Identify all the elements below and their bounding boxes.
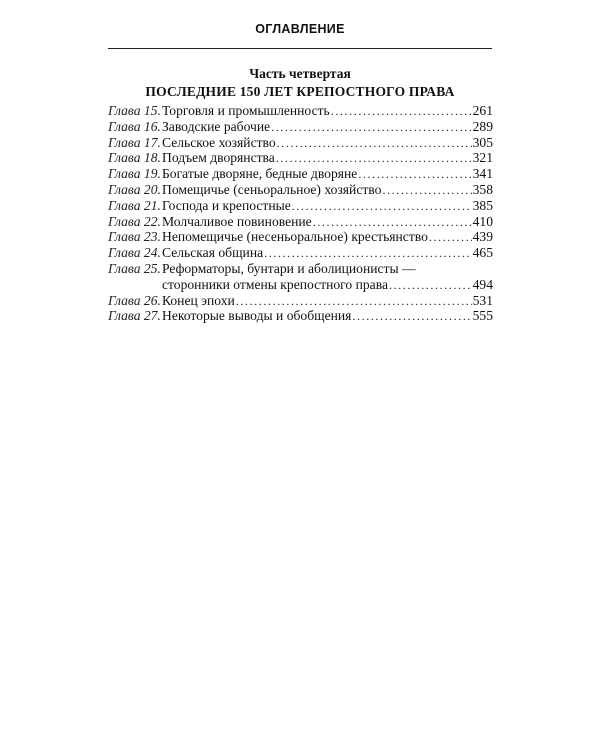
dot-leader: [271, 120, 471, 136]
page-number: 261: [472, 103, 493, 118]
dot-leader: [236, 294, 472, 310]
chapter-number: Глава 19.: [108, 166, 161, 182]
toc-entry-24[interactable]: [108, 245, 493, 261]
chapter-number: Глава 21.: [108, 197, 161, 213]
page-number: 385: [472, 197, 493, 213]
page-number: 341: [472, 166, 493, 182]
header-rule: [108, 48, 492, 49]
chapter-number: Глава 17.: [108, 134, 161, 150]
toc-entry-26[interactable]: [108, 293, 493, 309]
page-header-title: ОГЛАВЛЕНИЕ: [255, 22, 345, 36]
table-of-contents: [108, 103, 493, 324]
chapter-title: Некоторые выводы и обобщения: [162, 308, 352, 324]
toc-entry-19[interactable]: [108, 166, 493, 182]
chapter-number: Глава 24.: [108, 245, 161, 261]
chapter-number: Глава 20.: [108, 181, 161, 197]
dot-leader: [264, 246, 471, 262]
chapter-title: Молчаливое повиновение: [162, 213, 312, 229]
page-number: 439: [472, 229, 493, 245]
page-number: 555: [472, 308, 493, 324]
page-number: 531: [472, 292, 493, 308]
toc-entry-17[interactable]: [108, 135, 493, 151]
dot-leader: [389, 278, 472, 294]
dot-leader: [292, 199, 472, 215]
dot-leader: [313, 215, 472, 231]
page-number: 358: [472, 181, 493, 197]
chapter-title-continuation: сторонники отмены крепостного права: [162, 276, 388, 292]
chapter-number: Глава 16.: [108, 118, 161, 134]
page-number: 321: [472, 150, 493, 166]
part-label: Часть четвертая: [249, 66, 351, 81]
chapter-number: Глава 27.: [108, 308, 161, 324]
chapter-title: Помещичье (сеньоральное) хозяйство: [162, 181, 382, 197]
chapter-title: Подъем дворянства: [162, 150, 275, 166]
part-title: ПОСЛЕДНИЕ 150 ЛЕТ КРЕПОСТНОГО ПРАВА: [145, 84, 455, 99]
chapter-number: Глава 15.: [108, 103, 161, 118]
page-number: 289: [472, 118, 493, 134]
toc-entry-23[interactable]: [108, 229, 493, 245]
page-number: 410: [472, 213, 493, 229]
page-number: 465: [472, 245, 493, 261]
chapter-number: Глава 25.: [108, 260, 161, 276]
page-number: 305: [472, 134, 493, 150]
chapter-number: Глава 26.: [108, 292, 161, 308]
chapter-number: Глава 23.: [108, 229, 161, 245]
toc-entry-25-continuation[interactable]: [108, 277, 493, 293]
toc-entry-16[interactable]: [108, 119, 493, 135]
toc-entry-27[interactable]: [108, 308, 493, 324]
chapter-number: Глава 22.: [108, 213, 161, 229]
chapter-title: Непомещичье (несеньоральное) крестьянство: [162, 229, 428, 245]
dot-leader: [358, 167, 471, 183]
toc-entry-25[interactable]: [108, 261, 493, 277]
chapter-title: Богатые дворяне, бедные дворяне: [162, 166, 358, 182]
dot-leader: [429, 230, 472, 246]
dot-leader: [276, 151, 472, 167]
toc-entry-22[interactable]: [108, 214, 493, 230]
dot-leader: [352, 309, 471, 325]
chapter-title: Сельское хозяйство: [162, 134, 276, 150]
dot-leader: [382, 183, 471, 199]
chapter-title: Реформаторы, бунтари и аболиционисты —: [162, 260, 416, 276]
chapter-title: Сельская община: [162, 245, 264, 261]
toc-entry-18[interactable]: [108, 150, 493, 166]
chapter-title: Господа и крепостные: [162, 197, 291, 213]
chapter-title: Торговля и промышленность: [162, 103, 330, 118]
chapter-title: Конец эпохи: [162, 292, 235, 308]
dot-leader: [331, 104, 472, 120]
chapter-number: Глава 18.: [108, 150, 161, 166]
page-number: 494: [472, 276, 493, 292]
toc-entry-21[interactable]: [108, 198, 493, 214]
toc-entry-20[interactable]: [108, 182, 493, 198]
dot-leader: [277, 136, 472, 152]
toc-entry-15[interactable]: [108, 103, 493, 119]
chapter-title: Заводские рабочие: [162, 118, 271, 134]
